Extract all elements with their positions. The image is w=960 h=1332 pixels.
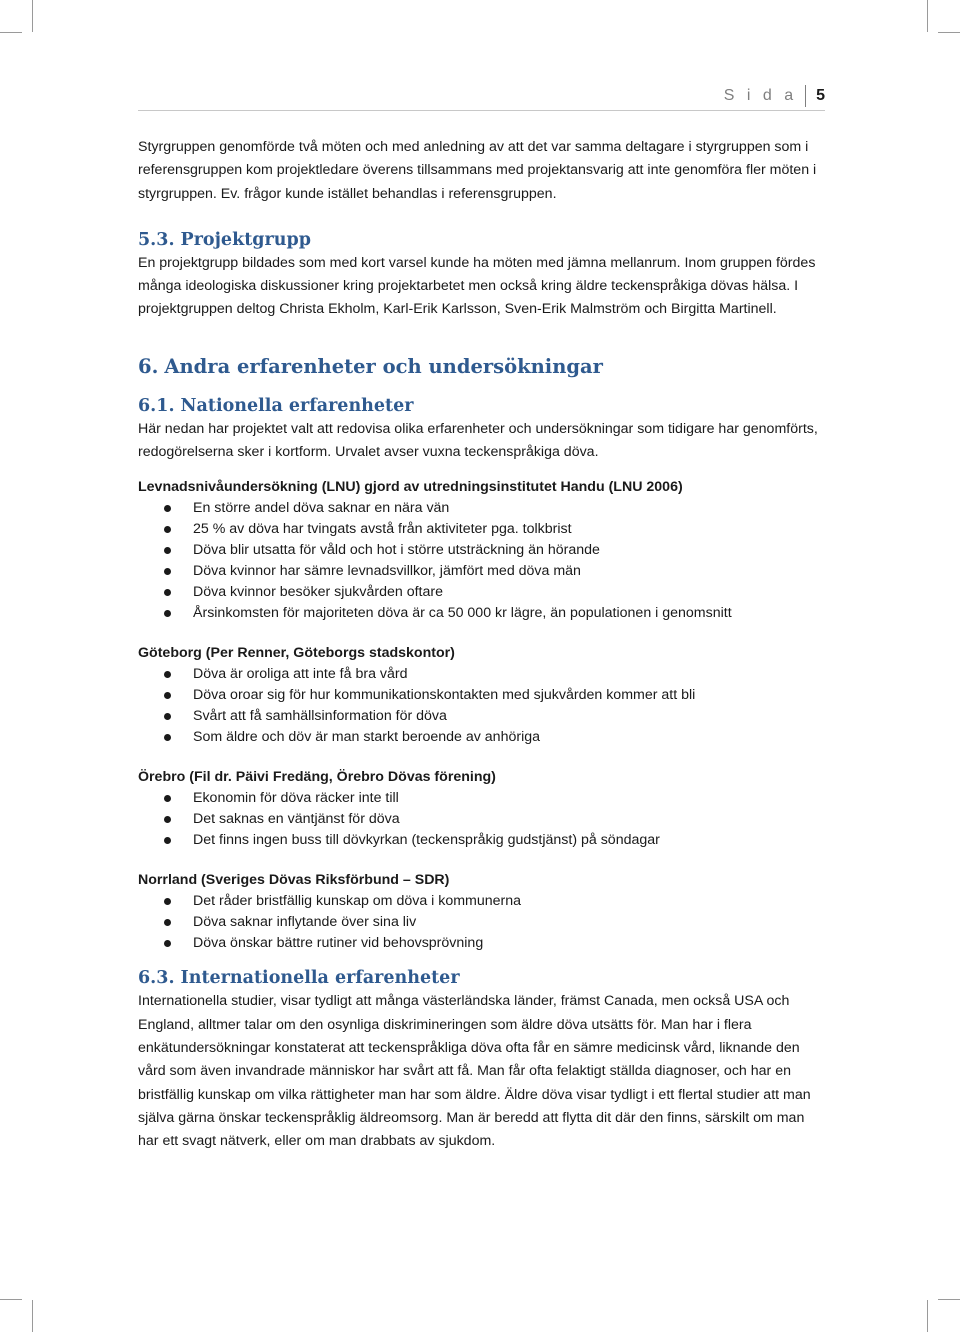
list-item <box>138 912 828 933</box>
bullet-icon <box>164 610 171 617</box>
section-number: 6.1. <box>138 395 175 416</box>
list-item <box>138 706 828 727</box>
list-item-text: Döva oroar sig för hur kommunikationskontakten med sjukvården kommer att bli <box>193 687 696 704</box>
section-heading-6-1 <box>138 394 828 418</box>
bullet-icon <box>164 898 171 905</box>
crop-mark-bottom-left <box>32 1300 33 1332</box>
page-number: 5 <box>816 87 825 104</box>
bullet-icon <box>164 919 171 926</box>
list-item-text: Döva önskar bättre rutiner vid behovsprövning <box>193 935 484 952</box>
list-item <box>138 582 828 603</box>
internationella-paragraph: Internationella studier, visar tydligt att många västerländska länder, främst Canada, men också USA och England, alltmer talar om den osynliga diskrimineringen som äldre döva utsätts för. Man har i flera enkätundersökningar konstaterat att teckenspråkliga döva ofta får en sämre medicinsk vård, liknande den vård som även invandrade människor har svårt att få. Man får ofta felaktigt ställda diagnoser, och har en bristfällig kunskap om vilka rättigheter man har som äldre. Äldre döva visar tydligt i ett flertal studier att man själva gärna önskar teckenspråklig äldreomsorg. Man är beredd att flytta dit där den finns, särskilt om man har ett svagt nätverk, eller om man drabbats av sjukdom. <box>138 993 811 1150</box>
bullet-icon <box>164 795 171 802</box>
bullet-icon <box>164 526 171 533</box>
bullet-icon <box>164 692 171 699</box>
bullet-icon <box>164 589 171 596</box>
crop-mark-bottom-right-h <box>938 1299 960 1300</box>
crop-mark-bottom-right <box>927 1300 928 1332</box>
list-item-text: Ekonomin för döva räcker inte till <box>193 790 399 807</box>
section-title: Internationella erfarenheter <box>180 968 460 989</box>
list-item <box>138 830 828 851</box>
list-item <box>138 727 828 748</box>
study-list-goteborg <box>138 664 828 748</box>
page-header-label: S i d a <box>723 87 798 104</box>
page-header-divider <box>805 85 806 107</box>
study-list-norrland <box>138 891 828 954</box>
section-heading-6-3 <box>138 966 828 990</box>
list-item <box>138 540 828 561</box>
list-item-text: Det finns ingen buss till dövkyrkan (teckenspråkig gudstjänst) på söndagar <box>193 832 660 849</box>
bullet-icon <box>164 713 171 720</box>
bullet-icon <box>164 671 171 678</box>
bullet-icon <box>164 568 171 575</box>
crop-mark-top-right <box>927 0 928 32</box>
section-title: Andra erfarenheter och undersökningar <box>164 354 603 378</box>
list-item-text: Årsinkomsten för majoriteten döva är ca 50 000 kr lägre, än populationen i genomsnitt <box>193 605 732 622</box>
crop-mark-top-left <box>32 0 33 32</box>
bullet-icon <box>164 505 171 512</box>
list-item <box>138 519 828 540</box>
header-rule <box>138 110 825 111</box>
list-item-text: 25 % av döva har tvingats avstå från aktiviteter pga. tolkbrist <box>193 521 572 538</box>
section-number: 5.3. <box>138 229 175 250</box>
bullet-icon <box>164 940 171 947</box>
study-list-orebro <box>138 788 828 851</box>
list-item-text: Döva blir utsatta för våld och hot i större utsträckning än hörande <box>193 542 600 559</box>
study-heading-goteborg: Göteborg (Per Renner, Göteborgs stadskontor) <box>138 645 455 662</box>
section-number: 6.3. <box>138 968 175 989</box>
section-number: 6. <box>138 354 159 378</box>
crop-mark-top-right-h <box>938 32 960 33</box>
intro-paragraph: Styrgruppen genomförde två möten och med anledning av att det var samma deltagare i styrgruppen som i referensgruppen kom projektledare överens tillsammans med projektansvarig att inte genomföra fler möten i styrgruppen. Ev. frågor kunde istället behandlas i referensgruppen. <box>138 139 817 202</box>
bullet-icon <box>164 547 171 554</box>
list-item <box>138 603 828 624</box>
list-item <box>138 664 828 685</box>
list-item-text: Döva saknar inflytande över sina liv <box>193 914 417 931</box>
section-title: Nationella erfarenheter <box>180 395 414 416</box>
crop-mark-bottom-left-h <box>0 1299 22 1300</box>
list-item <box>138 498 828 519</box>
section-title: Projektgrupp <box>180 229 311 250</box>
list-item <box>138 809 828 830</box>
study-heading-orebro: Örebro (Fil dr. Päivi Fredäng, Örebro Dövas förening) <box>138 769 496 786</box>
projektgrupp-paragraph: En projektgrupp bildades som med kort varsel kunde ha möten med jämna mellanrum. Inom gruppen fördes många ideologiska diskussioner kring projektarbetet men också kring äldre teckenspråkiga dövas hälsa. I projektgruppen deltog Christa Ekholm, Karl-Erik Karlsson, Sven-Erik Malmström och Birgitta Martinell. <box>138 254 816 318</box>
bullet-icon <box>164 734 171 741</box>
list-item-text: Det saknas en väntjänst för döva <box>193 811 400 828</box>
section-heading-5-3 <box>138 228 828 252</box>
list-item <box>138 561 828 582</box>
list-item-text: Döva är oroliga att inte få bra vård <box>193 666 408 683</box>
list-item-text: Döva kvinnor besöker sjukvården oftare <box>193 584 443 601</box>
list-item <box>138 933 828 954</box>
list-item-text: Det råder bristfällig kunskap om döva i kommunerna <box>193 893 522 910</box>
study-heading-lnu: Levnadsnivåundersökning (LNU) gjord av utredningsinstitutet Handu (LNU 2006) <box>138 479 683 496</box>
section-heading-6 <box>138 354 828 380</box>
bullet-icon <box>164 816 171 823</box>
crop-mark-top-left-h <box>0 32 22 33</box>
list-item <box>138 788 828 809</box>
study-heading-norrland: Norrland (Sveriges Dövas Riksförbund – SDR) <box>138 872 450 889</box>
list-item-text: Döva kvinnor har sämre levnadsvillkor, jämfört med döva män <box>193 563 581 580</box>
page-header <box>724 84 825 108</box>
list-item-text: En större andel döva saknar en nära vän <box>193 500 450 517</box>
bullet-icon <box>164 837 171 844</box>
page-content <box>138 136 828 1153</box>
list-item-text: Svårt att få samhällsinformation för döva <box>193 708 447 725</box>
nationella-paragraph: Här nedan har projektet valt att redovisa olika erfarenheter och undersökningar som tidigare har genomförts, redogörelserna sker i kortform. Urvalet avser vuxna teckenspråkiga döva. <box>138 420 818 461</box>
list-item <box>138 685 828 706</box>
list-item-text: Som äldre och döv är man starkt beroende av anhöriga <box>193 729 541 746</box>
list-item <box>138 891 828 912</box>
study-list-lnu <box>138 498 828 624</box>
